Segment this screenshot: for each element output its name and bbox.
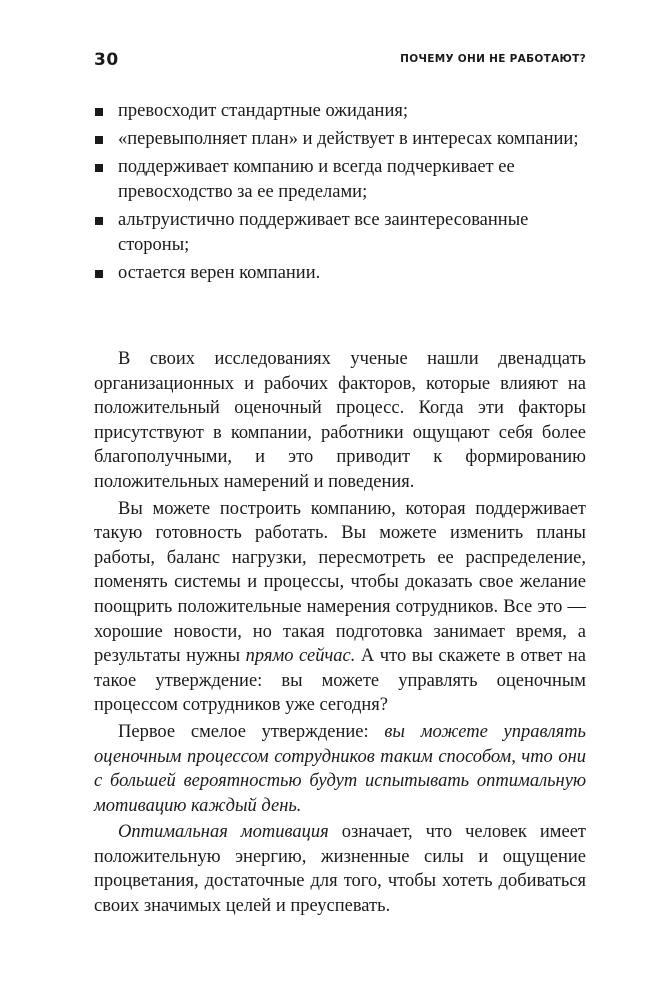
square-bullet-icon bbox=[95, 217, 103, 225]
bullet-text: альтруистично поддерживает все заинтересованные стороны; bbox=[118, 210, 529, 255]
square-bullet-icon bbox=[95, 136, 103, 144]
running-title: ПОЧЕМУ ОНИ НЕ РАБОТАЮТ? bbox=[400, 53, 586, 65]
paragraph-text: А что вы скажете в ответ на такое утверждение: вы можете управлять оценочным процессом сотрудников уже сегодня? bbox=[94, 646, 586, 716]
bullet-item bbox=[94, 155, 586, 205]
square-bullet-icon bbox=[95, 108, 103, 116]
emphasis-text: Оптимальная мотивация bbox=[118, 822, 329, 843]
paragraph-first-claim bbox=[94, 720, 586, 818]
paragraph-research bbox=[94, 347, 586, 495]
paragraph-text: В своих исследованиях ученые нашли двенадцать организационных и рабочих факторов, которые влияют на положительный оценочный процесс. Когда эти факторы присутствуют в компании, работники ощущают себя более благополучными, и это приводит к формированию положительных намерений и поведения. bbox=[94, 349, 586, 492]
bullet-item bbox=[94, 261, 586, 286]
page-header bbox=[94, 50, 586, 74]
square-bullet-icon bbox=[95, 270, 103, 278]
bullet-item bbox=[94, 127, 586, 152]
paragraph-build-company bbox=[94, 497, 586, 718]
bullet-text: превосходит стандартные ожидания; bbox=[118, 101, 408, 121]
paragraph-text: означает, что человек имеет положительную энергию, жизненные силы и ощущение процветания, достаточные для того, чтобы хотеть добиваться своих значимых целей и преуспевать. bbox=[94, 822, 587, 917]
body-text bbox=[94, 347, 586, 919]
bullet-text: остается верен компании. bbox=[118, 263, 321, 283]
emphasis-text: вы можете управлять оценочным процессом сотрудников таким способом, что они с большей вероятностью будут испытывать оптимальную мотивацию каждый день. bbox=[94, 721, 586, 816]
square-bullet-icon bbox=[95, 164, 103, 172]
emphasis-text: прямо сейчас. bbox=[245, 646, 356, 667]
bullet-text: «перевыполняет план» и действует в интересах компании; bbox=[118, 129, 579, 149]
paragraph-text: Первое смелое утверждение: bbox=[118, 721, 385, 742]
bullet-item bbox=[94, 99, 586, 124]
page-number: 30 bbox=[94, 50, 119, 70]
paragraph-text: Вы можете построить компанию, которая поддерживает такую готовность работать. Вы можете изменить планы работы, баланс нагрузки, пересмотреть ее распределение, поменять системы и процессы, чтобы доказать свое желание поощрить положительные намерения сотрудников. Все это — хорошие новости, но такая подготовка занимает время, а результаты нужны bbox=[94, 498, 586, 667]
bullet-item bbox=[94, 208, 586, 258]
bullet-list bbox=[94, 99, 586, 289]
paragraph-optimal-motivation bbox=[94, 820, 586, 918]
bullet-text: поддерживает компанию и всегда подчеркивает ее превосходство за ее пределами; bbox=[118, 157, 515, 202]
